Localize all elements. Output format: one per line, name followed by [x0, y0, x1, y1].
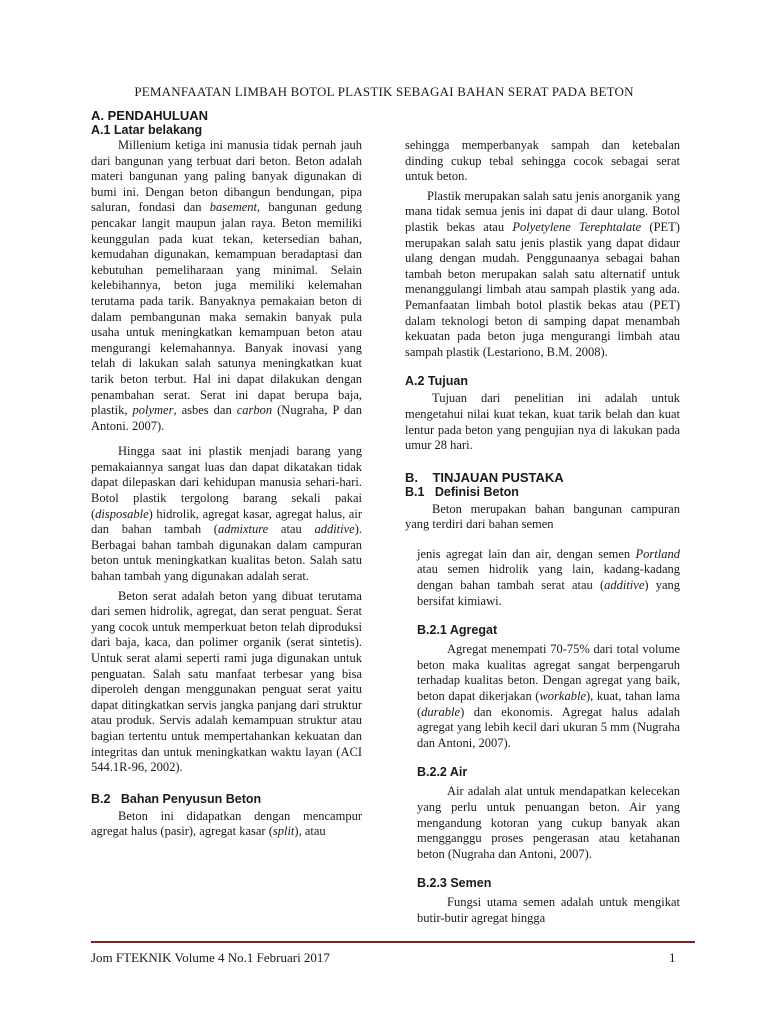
paragraph: Plastik merupakan salah satu jenis anorganik yang mana tidak semua jenis ini dapat di daur ulang. Botol plastik bekas atau Polyetylene Terephtalate (PET) merupakan salah satu jenis plastik yang dapat didaur ulang dengan mudah. Penggunaanya sebagai bahan tambah beton merupakan salah satu alternatif untuk menanggulangi limbah atau sampah plastik yang ada. Pemanfaatan limbah botol plastik bekas atau (PET) dalam teknologi beton di samping dapat menambah kekuatan pada beton juga mengurangi limbah atau sampah plastik (Lestariono, B.M. 2008). [405, 188, 680, 359]
paragraph: sehingga memperbanyak sampah dan ketebalan dinding cukup tebal sehingga cocok sebagai serat untuk beton. [405, 138, 680, 184]
subsection-heading-bahan-penyusun-beton: B.2 Bahan Penyusun Beton [91, 791, 262, 806]
paragraph: Tujuan dari penelitian ini adalah untuk mengetahui nilai kuat tekan, kuat tarik belah dan kuat lentur pada beton yang pengujian nya di lakukan pada umur 28 hari. [405, 391, 680, 453]
paragraph: Millenium ketiga ini manusia tidak pernah jauh dari bangunan yang terbuat dari beton. Beton adalah materi bangunan yang paling banyak digunakan di bumi ini. Dengan beton dibangun bendungan, pipa saluran, fondasi dan basement, bangunan gedung pencakar langit maupun jalan raya. Beton memiliki keunggulan pada kuat tekan, ketersedian bahan, kemudahan digunakan, kemampuan beradaptasi dan kebutuhan pemeliharaan yang minimal. Selain kelebihannya, beton juga memiliki kelemahan terutama pada tarik. Banyaknya pemakaian beton di dalam pembangunan maka semakin banyak pula usaha untuk meningkatkan kemampuan beton atau mengurangi kelemahannya. Banyak inovasi yang telah di lakukan salah satunya meningkatkan kuat tarik beton terbut. Hal ini dapat dilakukan dengan penambahan serat. Serat ini dapat berupa baja, plastik, polymer, asbes dan carbon (Nugraha, P dan Antoni. 2007). [91, 138, 362, 433]
paragraph: Agregat menempati 70-75% dari total volume beton maka kualitas agregat sangat berpengaruh terhadap kualitas beton. Dengan agregat yang baik, beton dapat dikerjakan (workable), kuat, tahan lama (durable) dan ekonomis. Agregat halus adalah agregat yang lebih kecil dari ukuran 5 mm (Nugraha dan Antoni, 2007). [417, 642, 680, 750]
section-heading-tinjauan-pustaka: B. TINJAUAN PUSTAKA [405, 469, 564, 485]
indented-block [417, 547, 680, 927]
subsection-heading-tujuan: A.2 Tujuan [405, 374, 468, 389]
paragraph: Hingga saat ini plastik menjadi barang yang pemakaiannya sangat luas dan dapat dikatakan tidak dapat dilepaskan dari kehidupan manusia sehari-hari. Botol plastik tergolong barang sekali pakai (disposable) hidrolik, agregat kasar, agregat halus, air dan bahan tambah (admixture atau additive). Berbagai bahan tambah digunakan dalam campuran beton untuk meningkatkan kualitas beton. Salah satu bahan tambah yang digunakan adalah serat. [91, 444, 362, 584]
subsection-heading-agregat: B.2.1 Agregat [417, 623, 498, 638]
paragraph: Beton ini didapatkan dengan mencampur agregat halus (pasir), agregat kasar (split), atau [91, 808, 362, 839]
document-title: PEMANFAATAN LIMBAH BOTOL PLASTIK SEBAGAI BAHAN SERAT PADA BETON [134, 84, 634, 99]
subsection-heading-latar-belakang: A.1 Latar belakang [91, 123, 203, 137]
subsection-heading-semen: B.2.3 Semen [417, 876, 492, 891]
section-heading-pendahuluan: A. PENDAHULUAN [91, 108, 208, 123]
paragraph: jenis agregat lain dan air, dengan semen Portland atau semen hidrolik yang lain, kadang-kadang dengan bahan tambah serat atau (additive) yang bersifat kimiawi. [417, 546, 680, 608]
right-column [405, 138, 680, 927]
paragraph: Air adalah alat untuk mendapatkan kelecekan yang perlu untuk penuangan beton. Air yang mengandung kotoran yang cukup banyak akan mengganggu proses pengerasan atau ketahanan beton (Nugraha dan Antoni, 2007). [417, 784, 680, 861]
paragraph: Fungsi utama semen adalah untuk mengikat butir-butir agregat hingga [417, 895, 680, 925]
subsection-heading-air: B.2.2 Air [417, 765, 468, 780]
footer-divider [91, 941, 695, 943]
subsection-heading-definisi-beton: B.1 Definisi Beton [405, 484, 519, 499]
paragraph: Beton merupakan bahan bangunan campuran yang terdiri dari bahan semen [405, 501, 680, 532]
left-column [91, 108, 362, 840]
paragraph: Beton serat adalah beton yang dibuat terutama dari semen hidrolik, agregat, dan serat penguat. Serat yang cocok untuk memperkuat beton telah diproduksi dari baja, kaca, dan polimer organik (serat sintetis). Untuk serat alami seperti rami juga digunakan untuk penguatan. Salah satu manfaat terbesar yang bisa diperoleh dengan menggunakan penguat serat yaitu dapat ditingkatkan servis jangka panjang dari struktur atau produk. Servis adalah kemampuan struktur atau bagian tertentu untuk mempertahankan kekuatan dan integritas dan untuk meningkatkan waktu layan (ACI 544.1R-96, 2002). [91, 588, 362, 775]
page-number: 1 [669, 950, 676, 965]
footer-journal-info: Jom FTEKNIK Volume 4 No.1 Februari 2017 [91, 950, 330, 965]
